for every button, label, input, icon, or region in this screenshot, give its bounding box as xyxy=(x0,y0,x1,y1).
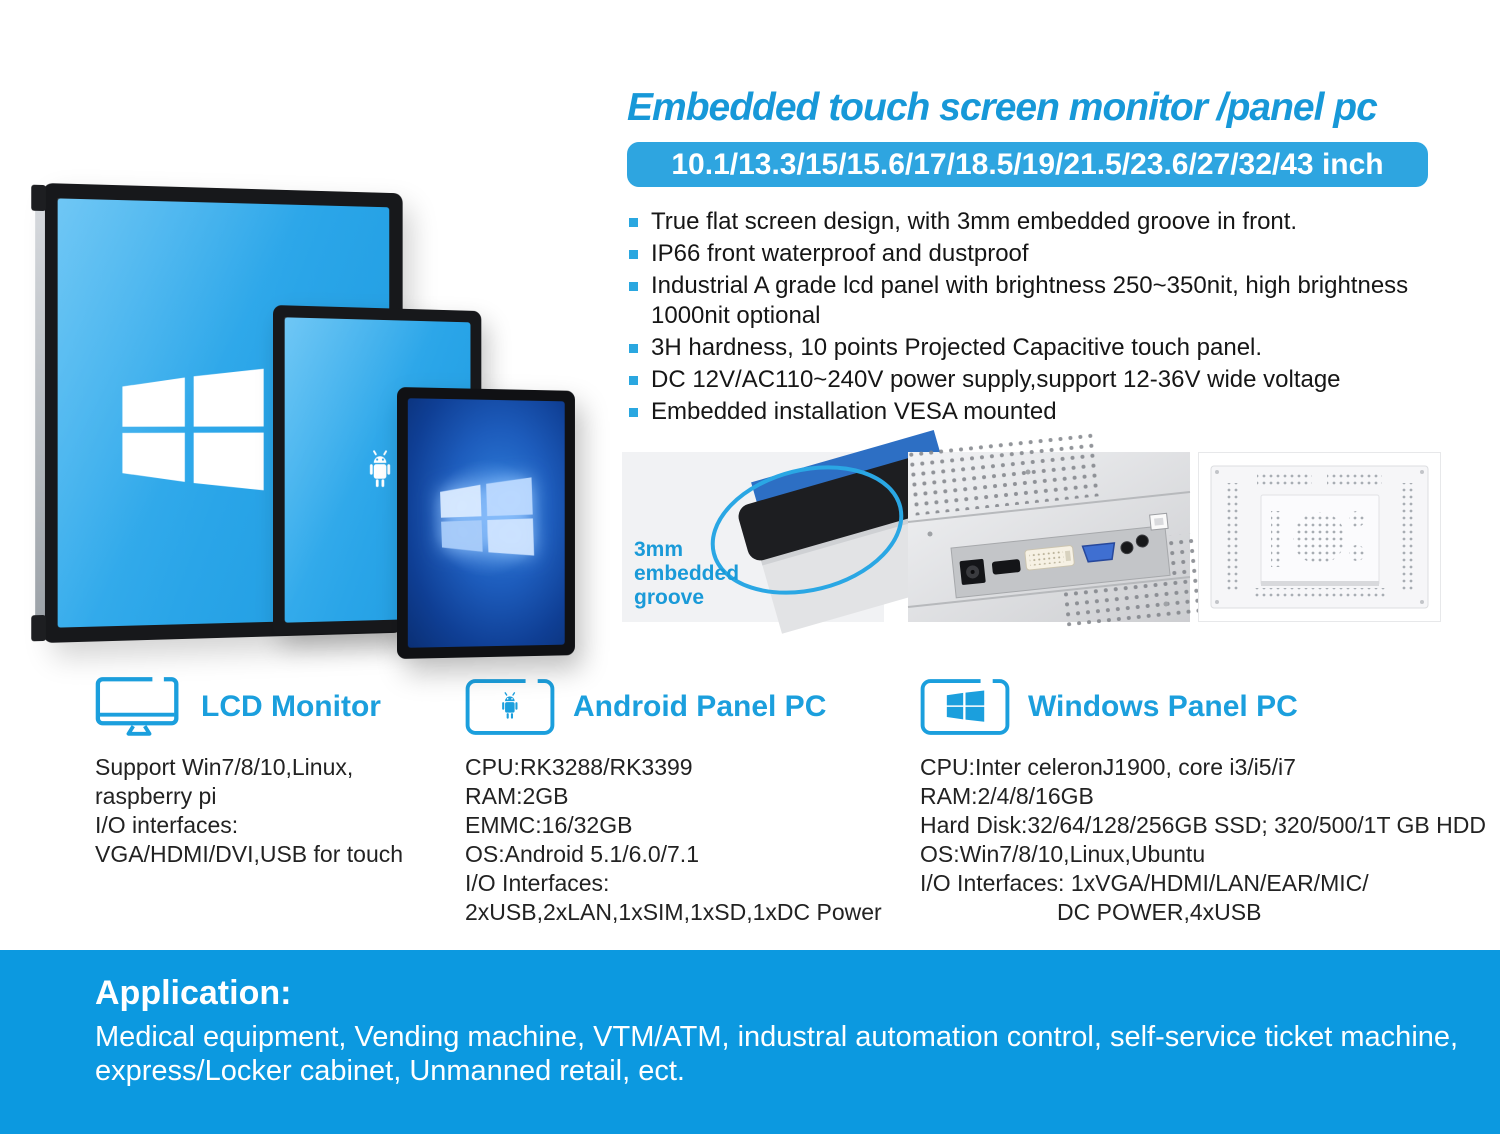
section-title: Windows Panel PC xyxy=(1028,690,1298,723)
application-heading: Application: xyxy=(95,974,292,1012)
feature-item xyxy=(629,365,1441,395)
spec-line: VGA/HDMI/DVI,USB for touch xyxy=(95,841,404,867)
spec-line: I/O Interfaces: 1xVGA/HDMI/LAN/EAR/MIC/ xyxy=(920,870,1369,896)
mount-clip xyxy=(31,615,46,641)
product-title: Embedded touch screen monitor /panel pc xyxy=(627,86,1377,129)
android-robot-icon xyxy=(465,678,555,736)
groove-detail-photo xyxy=(622,452,884,622)
category-lcd-monitor xyxy=(95,675,465,869)
spec-line: CPU:RK3288/RK3399 xyxy=(465,754,693,780)
bullet-icon xyxy=(629,282,638,291)
feature-item xyxy=(629,333,1441,363)
monitor-small-screen xyxy=(408,398,565,648)
feature-item xyxy=(629,397,1441,427)
spec-line: OS:Android 5.1/6.0/7.1 xyxy=(465,841,699,867)
spec-line: I/O interfaces: xyxy=(95,812,239,838)
feature-text: 3H hardness, 10 points Projected Capacitive touch panel. xyxy=(651,334,1263,361)
spec-list xyxy=(465,753,915,927)
feature-item xyxy=(629,207,1441,237)
spec-line: I/O Interfaces: xyxy=(465,870,610,896)
windows7-logo-icon xyxy=(440,477,534,559)
windows-logo-icon xyxy=(122,368,263,492)
mount-clip xyxy=(31,185,46,211)
spec-list xyxy=(920,753,1485,927)
groove-label-line: groove xyxy=(634,586,705,609)
section-title: LCD Monitor xyxy=(201,690,381,723)
section-header xyxy=(465,675,915,739)
lcd-monitor-icon xyxy=(95,675,183,739)
feature-text: IP66 front waterproof and dustproof xyxy=(651,240,1029,267)
windows-logo-icon xyxy=(920,678,1010,736)
spec-line: 2xUSB,2xLAN,1xSIM,1xSD,1xDC Power xyxy=(465,899,882,925)
feature-text: Embedded installation VESA mounted xyxy=(651,398,1057,425)
spec-line: RAM:2GB xyxy=(465,783,569,809)
spec-line: raspberry pi xyxy=(95,783,217,809)
bullet-icon xyxy=(629,250,638,259)
io-ports-photo xyxy=(908,452,1190,622)
section-title: Android Panel PC xyxy=(573,690,827,723)
section-header xyxy=(920,675,1485,739)
feature-item xyxy=(629,271,1441,331)
spec-list xyxy=(95,753,465,869)
rear-panel-photo xyxy=(1198,452,1441,622)
spec-line: Hard Disk:32/64/128/256GB SSD; 320/500/1T GB HDD xyxy=(920,812,1486,838)
groove-label-line: 3mm xyxy=(634,538,684,561)
spec-line: EMMC:16/32GB xyxy=(465,812,633,838)
feature-list xyxy=(629,207,1441,429)
bullet-icon xyxy=(629,344,638,353)
size-range-badge: 10.1/13.3/15/15.6/17/18.5/19/21.5/23.6/27/32/43 inch xyxy=(627,142,1428,187)
category-windows-panel-pc xyxy=(920,675,1485,927)
application-text: Medical equipment, Vending machine, VTM/ATM, industral automation control, self-service ticket machine, express/Locker cabinet, Unmanned retail, ect. xyxy=(95,1021,1459,1087)
product-photo-monitors xyxy=(25,155,615,660)
category-android-panel-pc xyxy=(465,675,915,927)
feature-text: Industrial A grade lcd panel with brightness 250~350nit, high brightness 1000nit optional xyxy=(651,272,1409,329)
application-banner xyxy=(0,950,1500,1134)
spec-line: Support Win7/8/10,Linux, xyxy=(95,754,354,780)
bullet-icon xyxy=(629,218,638,227)
bullet-icon xyxy=(629,408,638,417)
bullet-icon xyxy=(629,376,638,385)
android-robot-icon xyxy=(364,449,396,490)
spec-line: CPU:Inter celeronJ1900, core i3/i5/i7 xyxy=(920,754,1296,780)
groove-label-line: embedded xyxy=(634,562,740,585)
feature-text: True flat screen design, with 3mm embedded groove in front. xyxy=(651,208,1298,235)
section-header xyxy=(95,675,465,739)
feature-item xyxy=(629,239,1441,269)
spec-line: RAM:2/4/8/16GB xyxy=(920,783,1094,809)
feature-text: DC 12V/AC110~240V power supply,support 12-36V wide voltage xyxy=(651,366,1341,393)
logo-glow xyxy=(429,458,544,577)
spec-line: DC POWER,4xUSB xyxy=(1057,899,1262,925)
monitor-small xyxy=(397,387,575,659)
spec-line: OS:Win7/8/10,Linux,Ubuntu xyxy=(920,841,1206,867)
